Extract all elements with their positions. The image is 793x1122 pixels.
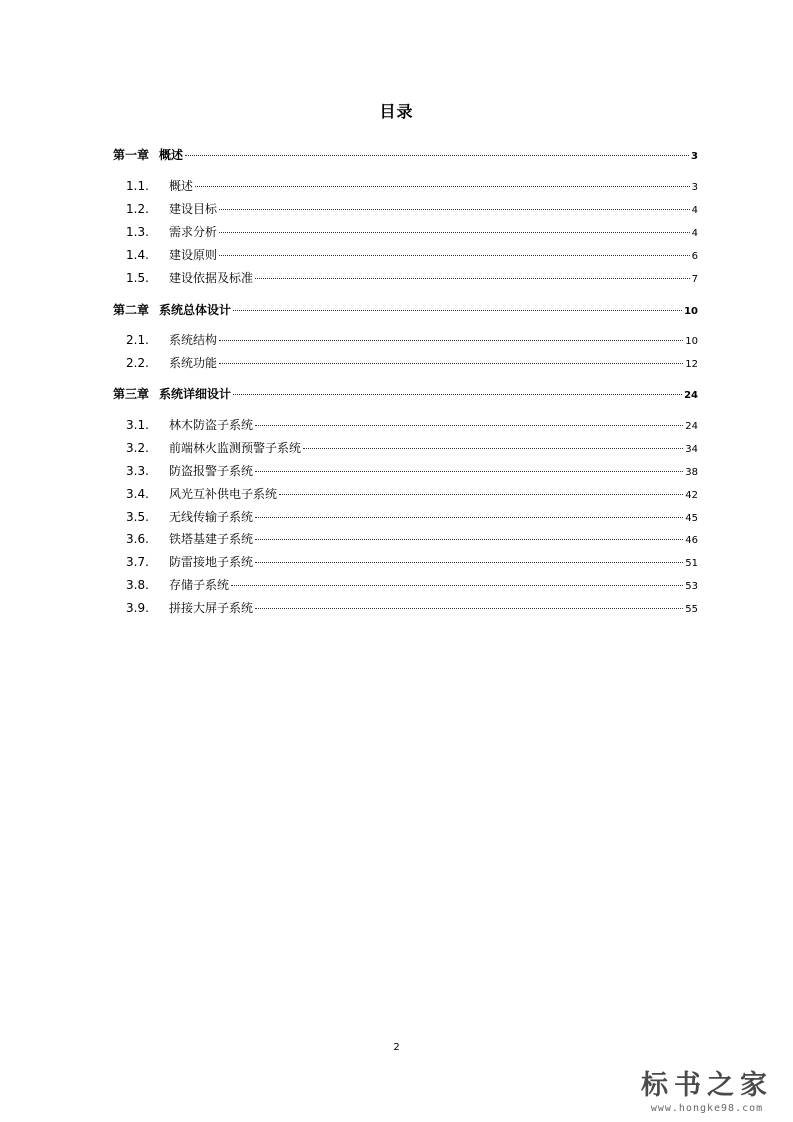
toc-title: 目录 <box>379 102 414 121</box>
toc-entry-page: 10 <box>684 306 698 317</box>
toc-entry-section-3-7[interactable] <box>113 553 698 571</box>
dot-leader <box>255 539 683 540</box>
toc-entry-page: 42 <box>685 490 698 501</box>
toc-entry-section-3-2[interactable] <box>113 439 698 457</box>
dot-leader <box>255 278 690 279</box>
watermark-url: www.hongke98.com <box>650 1103 764 1114</box>
page-number: 2 <box>393 1042 400 1053</box>
toc-entry-section-3-3[interactable] <box>113 462 698 480</box>
toc-entry-label: 建设原则 <box>169 248 218 262</box>
toc-entry-number: 1.1. <box>126 179 149 193</box>
toc-entry-page: 4 <box>691 205 698 216</box>
dot-leader <box>231 585 683 586</box>
dot-leader <box>255 608 683 609</box>
toc-entry-label: 风光互补供电子系统 <box>169 487 278 501</box>
toc-entry-page: 55 <box>685 604 698 615</box>
toc-entry-label: 系统总体设计 <box>159 303 232 317</box>
toc-entry-label: 拼接大屏子系统 <box>169 601 254 615</box>
toc-entry-number: 3.9. <box>126 601 149 615</box>
dot-leader <box>195 186 690 187</box>
toc-entry-section-3-5[interactable] <box>113 508 698 526</box>
toc-entry-page: 34 <box>685 444 698 455</box>
toc-entry-page: 38 <box>685 467 698 478</box>
toc-entry-page: 10 <box>685 336 698 347</box>
toc-entry-chapter-2[interactable] <box>113 301 698 319</box>
watermark-logo <box>627 1069 787 1114</box>
toc-entry-number: 1.4. <box>126 248 149 262</box>
toc-entry-label: 存储子系统 <box>169 578 230 592</box>
toc-entry-label: 建设依据及标准 <box>169 271 254 285</box>
dot-leader <box>219 232 690 233</box>
dot-leader <box>255 471 683 472</box>
toc-entry-page: 6 <box>691 251 698 262</box>
toc-entry-number: 第一章 <box>113 148 150 162</box>
toc-entry-page: 7 <box>691 274 698 285</box>
toc-entry-number: 3.8. <box>126 578 149 592</box>
toc-entry-number: 3.1. <box>126 418 149 432</box>
dot-leader <box>185 155 689 156</box>
toc-entry-number: 1.5. <box>126 271 149 285</box>
dot-leader <box>279 494 683 495</box>
dot-leader <box>219 363 683 364</box>
dot-leader <box>255 562 683 563</box>
toc-entry-page: 4 <box>691 228 698 239</box>
dot-leader <box>219 340 683 341</box>
toc-entry-section-1-1[interactable] <box>113 177 698 195</box>
toc-entry-chapter-1[interactable] <box>113 146 698 164</box>
toc-entry-label: 系统结构 <box>169 333 218 347</box>
toc-entry-section-2-1[interactable] <box>113 331 698 349</box>
toc-entry-number: 2.2. <box>126 356 149 370</box>
toc-entry-number: 1.3. <box>126 225 149 239</box>
dot-leader <box>303 448 683 449</box>
toc-entry-label: 需求分析 <box>169 225 218 239</box>
toc-entry-section-3-9[interactable] <box>113 599 698 617</box>
toc-entry-label: 概述 <box>169 179 194 193</box>
toc-entry-page: 45 <box>685 513 698 524</box>
toc-entry-page: 12 <box>685 359 698 370</box>
dot-leader <box>233 394 682 395</box>
toc-entry-label: 无线传输子系统 <box>169 510 254 524</box>
toc-entry-section-1-3[interactable] <box>113 223 698 241</box>
toc-entry-page: 24 <box>684 390 698 401</box>
toc-entry-number: 1.2. <box>126 202 149 216</box>
toc-entry-label: 系统详细设计 <box>159 387 232 401</box>
toc-entry-section-1-2[interactable] <box>113 200 698 218</box>
toc-entry-label: 铁塔基建子系统 <box>169 532 254 546</box>
dot-leader <box>255 425 683 426</box>
toc-entry-page: 3 <box>691 182 698 193</box>
toc-entry-number: 3.4. <box>126 487 149 501</box>
toc-entry-section-3-6[interactable] <box>113 530 698 548</box>
toc-entry-label: 前端林火监测预警子系统 <box>169 441 302 455</box>
toc-entry-number: 3.5. <box>126 510 149 524</box>
toc-entry-section-2-2[interactable] <box>113 354 698 372</box>
toc-entry-number: 2.1. <box>126 333 149 347</box>
watermark-title: 标书之家 <box>641 1070 773 1101</box>
toc-entry-section-1-5[interactable] <box>113 269 698 287</box>
toc-entry-chapter-3[interactable] <box>113 385 698 403</box>
toc-entry-section-3-8[interactable] <box>113 576 698 594</box>
dot-leader <box>219 255 690 256</box>
dot-leader <box>219 209 690 210</box>
toc-entry-page: 3 <box>691 151 698 162</box>
toc-entry-page: 53 <box>685 581 698 592</box>
toc-entry-number: 第二章 <box>113 303 150 317</box>
toc-entry-label: 防雷接地子系统 <box>169 555 254 569</box>
toc-entry-label: 概述 <box>159 148 184 162</box>
toc-entry-page: 46 <box>685 535 698 546</box>
toc-entry-number: 3.7. <box>126 555 149 569</box>
toc-entry-label: 林木防盗子系统 <box>169 418 254 432</box>
dot-leader <box>233 310 682 311</box>
toc-entry-section-1-4[interactable] <box>113 246 698 264</box>
dot-leader <box>255 517 683 518</box>
toc-entry-number: 3.3. <box>126 464 149 478</box>
toc-entry-section-3-1[interactable] <box>113 416 698 434</box>
toc-entry-page: 24 <box>685 421 698 432</box>
toc-entry-number: 3.2. <box>126 441 149 455</box>
toc-entry-section-3-4[interactable] <box>113 485 698 503</box>
toc-entry-number: 第三章 <box>113 387 150 401</box>
toc-entry-label: 建设目标 <box>169 202 218 216</box>
toc-entry-label: 防盗报警子系统 <box>169 464 254 478</box>
toc-entry-page: 51 <box>685 558 698 569</box>
toc-entry-label: 系统功能 <box>169 356 218 370</box>
toc-entry-number: 3.6. <box>126 532 149 546</box>
